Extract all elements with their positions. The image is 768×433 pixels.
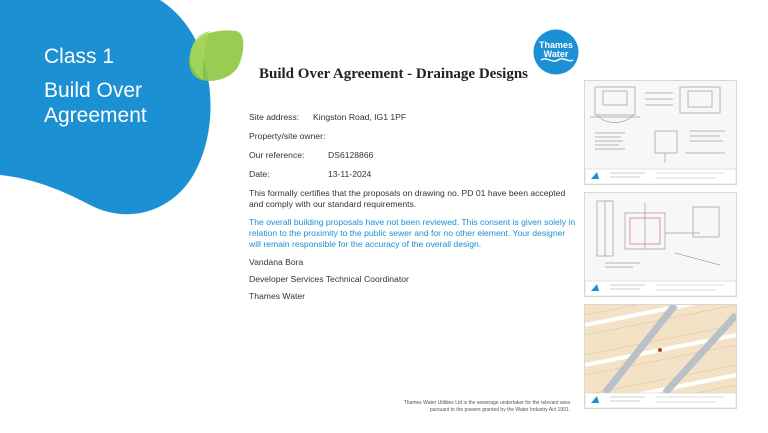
slide-title-line2: Build Over xyxy=(44,79,143,102)
logo-text-water: Water xyxy=(543,49,569,59)
certification-text: This formally certifies that the proposals on drawing no. PD 01 have been accepted and comply with our standard requirements. xyxy=(249,188,566,209)
agreement-body xyxy=(249,112,579,308)
date-value: 13-11-2024 xyxy=(328,169,372,179)
document-heading: Build Over Agreement - Drainage Designs xyxy=(259,66,529,82)
legal-footnote: Thames Water Utilities Ltd is the sewerage undertaker for the relevant area pursuant to the powers granted by the Water Industry Act 1991. xyxy=(403,400,570,413)
owner-label: Property/site owner: xyxy=(249,131,326,141)
signatory-org: Thames Water xyxy=(249,291,306,301)
reference-row xyxy=(249,150,579,161)
drawing-thumbnail-map xyxy=(584,304,737,409)
reference-value: DS6128866 xyxy=(328,150,374,160)
site-address-row xyxy=(249,112,579,123)
site-address-value: Kingston Road, IG1 1PF xyxy=(313,112,407,122)
disclaimer-text: The overall building proposals have not been reviewed. This consent is given solely in relation to the proximity to the public sewer and for no other element. Your designer will remain responsible for the accuracy of the overall design. xyxy=(249,217,576,249)
slide-title-line1: Class 1 xyxy=(44,45,115,68)
thames-water-logo-icon xyxy=(533,29,579,75)
signatory-name: Vandana Bora xyxy=(249,257,304,267)
owner-row xyxy=(249,131,579,142)
slide-title-line3: Agreement xyxy=(44,104,147,127)
drawing-thumbnail-section xyxy=(584,80,737,185)
date-row xyxy=(249,169,579,180)
site-address-label: Site address: xyxy=(249,112,300,122)
signatory-role: Developer Services Technical Coordinator xyxy=(249,274,409,284)
logo-text-thames: Thames xyxy=(538,40,574,50)
drawing-thumbnail-plan xyxy=(584,192,737,297)
date-label: Date: xyxy=(249,169,270,179)
reference-label: Our reference: xyxy=(249,150,305,160)
slide-title xyxy=(44,44,147,128)
